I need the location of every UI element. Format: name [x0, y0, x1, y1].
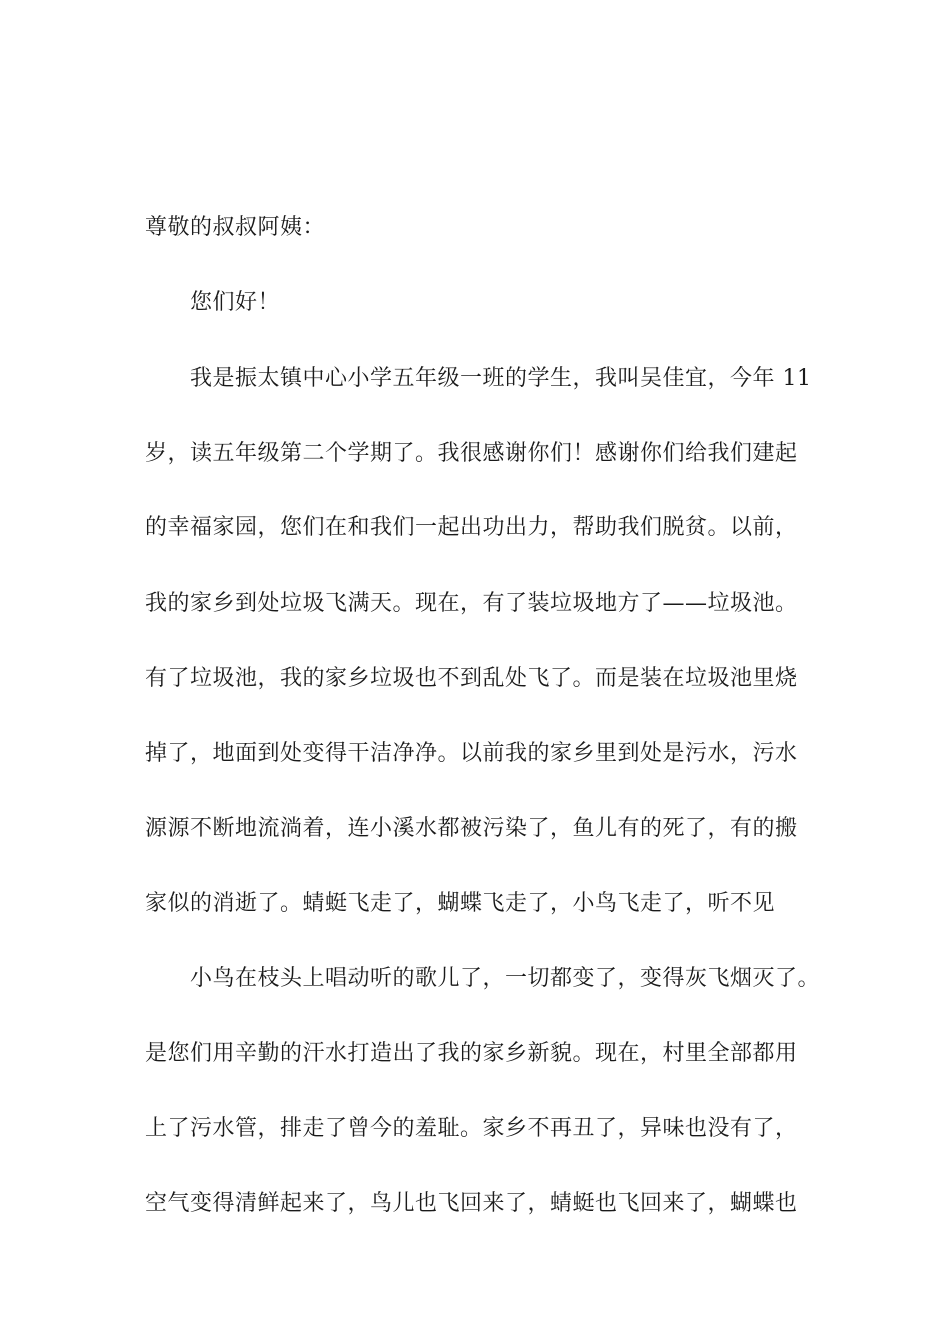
paragraph-line: 掉了，地面到处变得干洁净净。以前我的家乡里到处是污水，污水 — [145, 741, 798, 766]
paragraph-line: 空气变得清鲜起来了，鸟儿也飞回来了，蜻蜓也飞回来了，蝴蝶也 — [145, 1191, 798, 1216]
paragraph-line: 的幸福家园，您们在和我们一起出功出力，帮助我们脱贫。以前， — [145, 515, 798, 540]
paragraph-line: 我的家乡到处垃圾飞满天。现在，有了装垃圾地方了——垃圾池。 — [145, 591, 798, 616]
greeting: 您们好！ — [190, 290, 281, 315]
paragraph-line: 有了垃圾池，我的家乡垃圾也不到乱处飞了。而是装在垃圾池里烧 — [145, 666, 798, 691]
paragraph-line: 源源不断地流淌着，连小溪水都被污染了，鱼儿有的死了，有的搬 — [145, 816, 798, 841]
paragraph-line: 家似的消逝了。蜻蜓飞走了，蝴蝶飞走了，小鸟飞走了，听不见 — [145, 891, 776, 916]
paragraph-line: 是您们用辛勤的汗水打造出了我的家乡新貌。现在，村里全部都用 — [145, 1041, 798, 1066]
paragraph-line: 我是振太镇中心小学五年级一班的学生，我叫吴佳宜，今年 11 — [190, 366, 812, 391]
paragraph-line: 岁，读五年级第二个学期了。我很感谢你们！感谢你们给我们建起 — [145, 441, 798, 466]
paragraph-line: 上了污水管，排走了曾今的羞耻。家乡不再丑了，异味也没有了， — [145, 1116, 798, 1141]
salutation: 尊敬的叔叔阿姨： — [145, 215, 326, 240]
paragraph-line: 小鸟在枝头上唱动听的歌儿了，一切都变了，变得灰飞烟灭了。 — [190, 966, 821, 991]
